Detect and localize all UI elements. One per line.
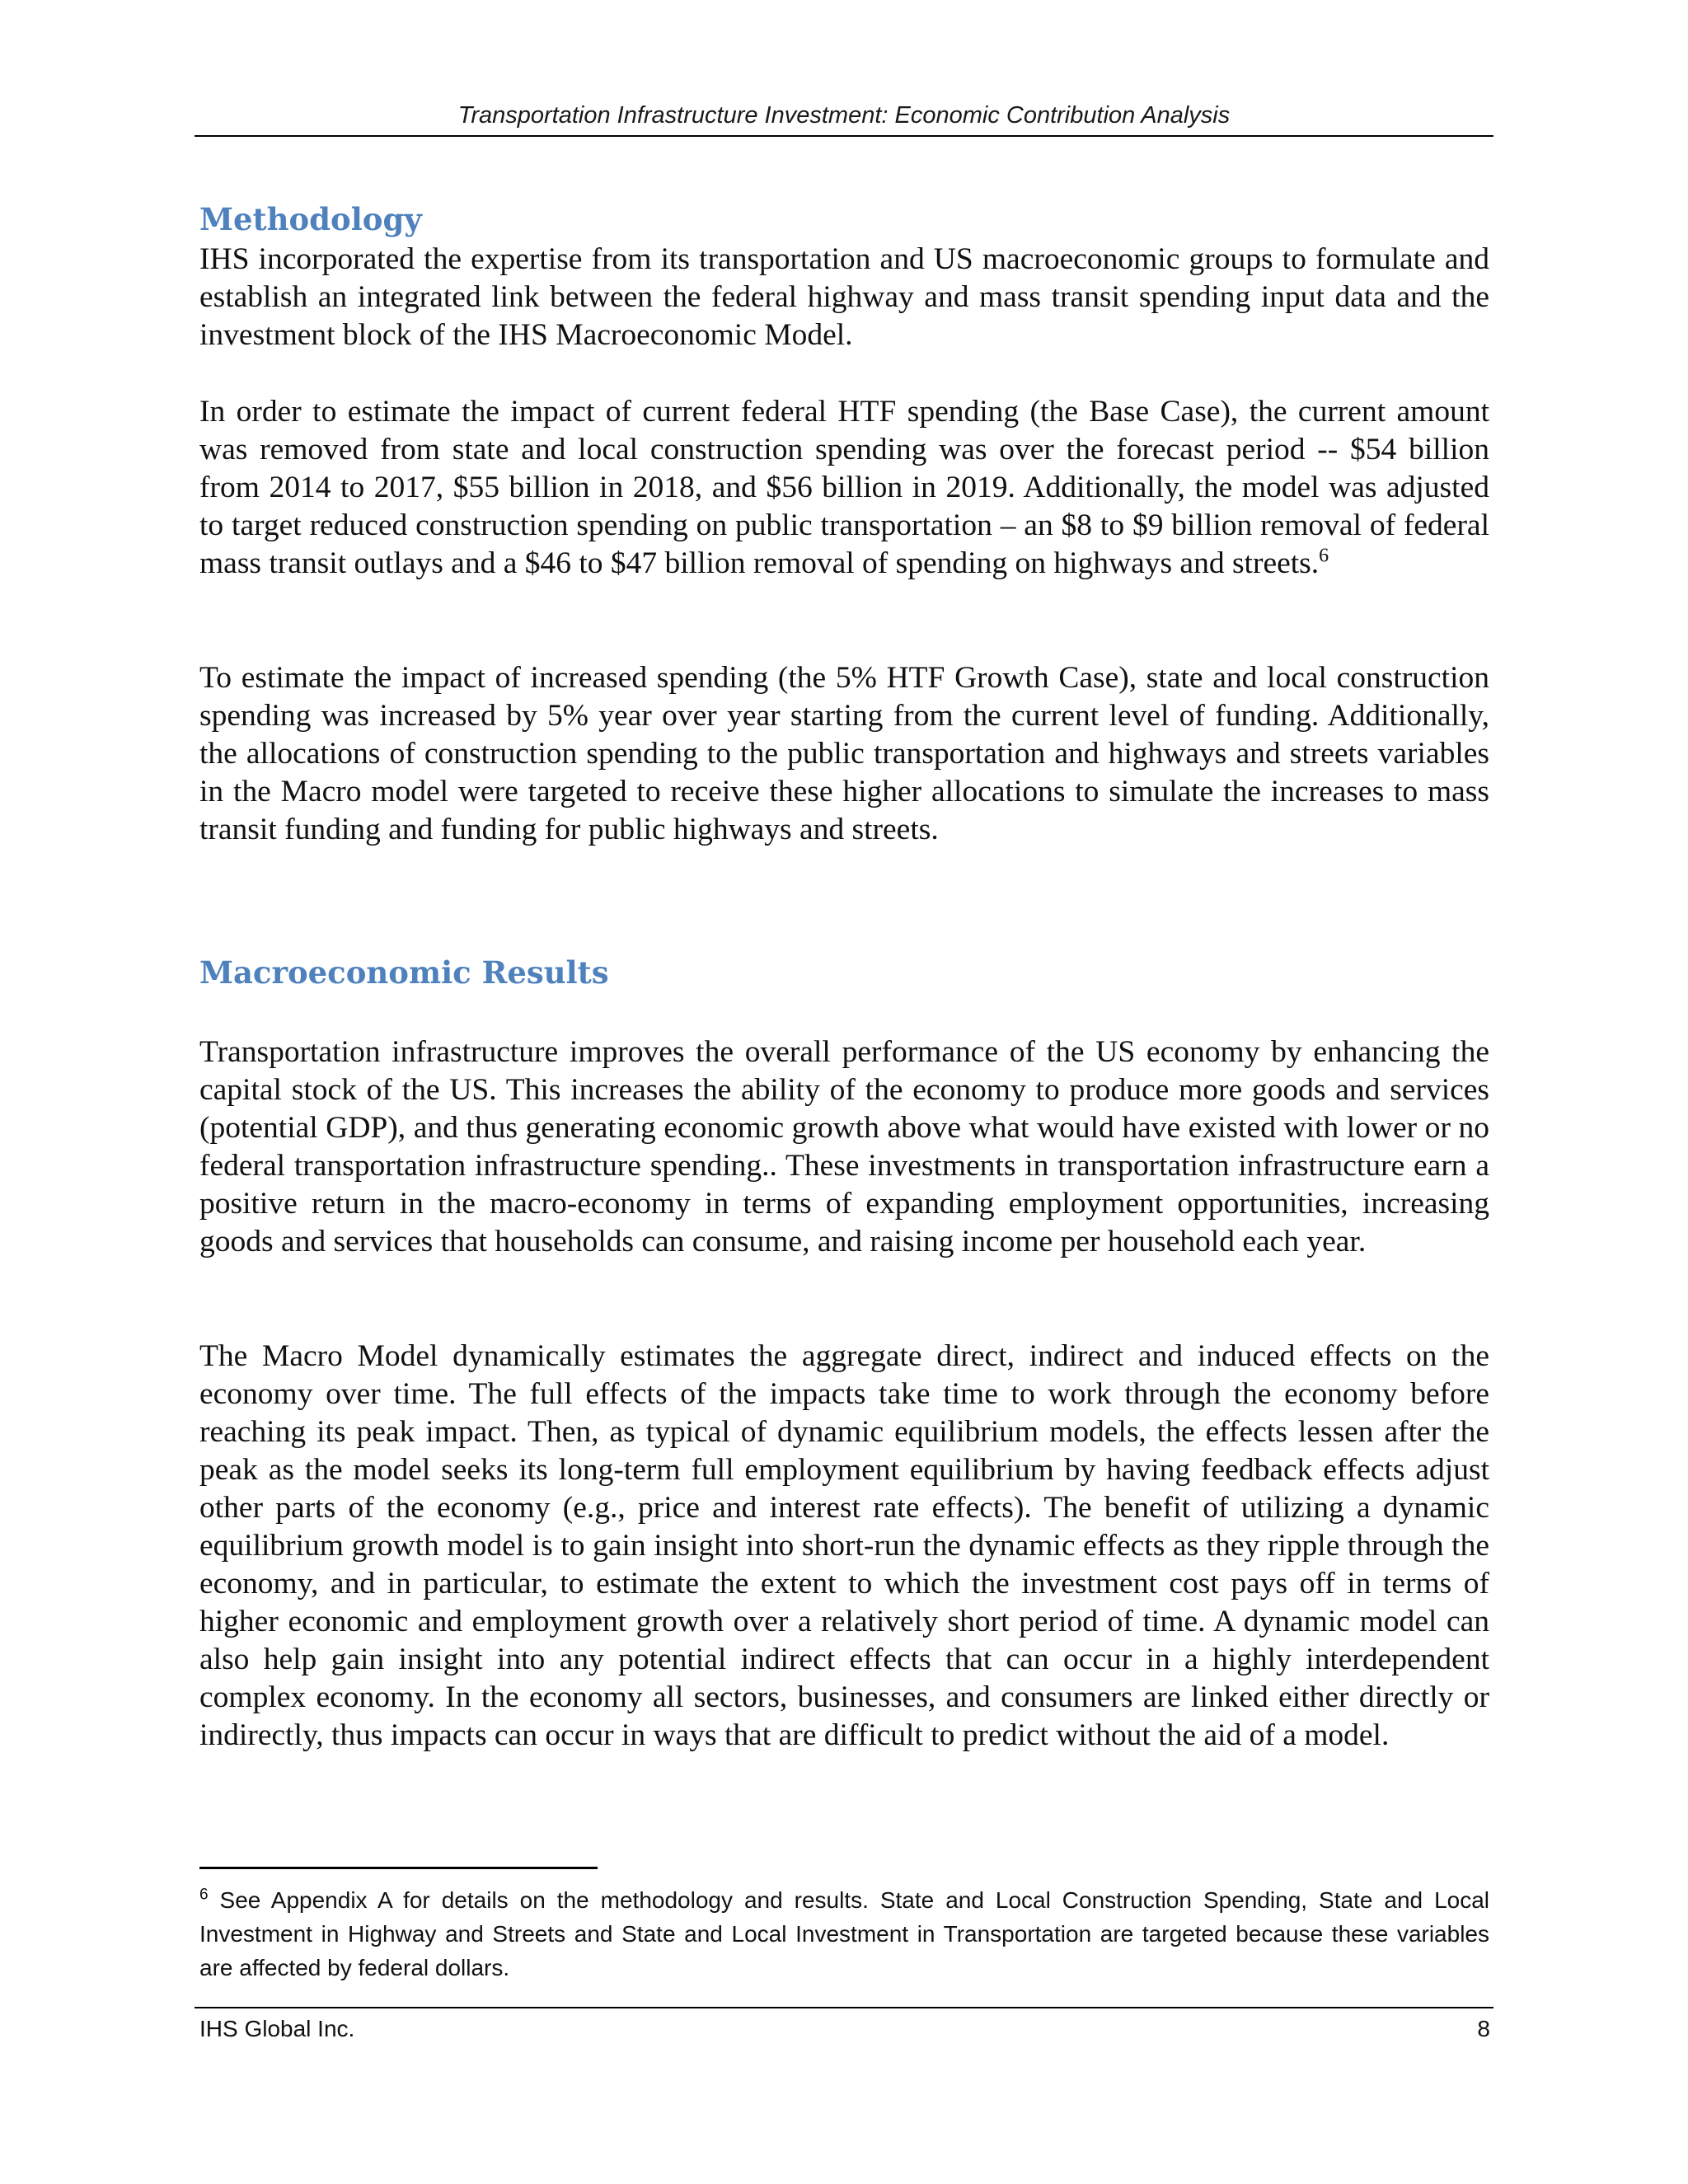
- footer-rule: [195, 2007, 1493, 2008]
- macroeconomic-results-heading: Macroeconomic Results: [199, 954, 609, 991]
- footnote-number: 6: [199, 1886, 209, 1904]
- macro-results-paragraph-1: Transportation infrastructure improves the overall performance of the US economy by enhancing the capital stock of the US. This increases the ability of the economy to produce more goods and services (potential GDP), and thus generating economic growth above what would have existed with lower or no federal transportation infrastructure spending.. These investments in transportation infrastructure earn a positive return in the macro-economy in terms of expanding employment opportunities, increasing goods and services that households can consume, and raising income per household each year.: [199, 1035, 1489, 1258]
- page-number: 8: [1477, 2016, 1490, 2041]
- header-rule: [195, 135, 1493, 137]
- methodology-paragraph-2-text: In order to estimate the impact of current federal HTF spending (the Base Case), the current amount was removed from state and local construction spending was over the forecast period -- $54 billion from 2014 to 2017, $55 billion in 2018, and $56 billion in 2019. Additionally, the model was adjusted to target reduced construction spending on public transportation – an $8 to $9 billion removal of federal mass transit outlays and a $46 to $47 billion removal of spending on highways and streets.: [199, 395, 1489, 580]
- footnote: [199, 1883, 1489, 1985]
- methodology-heading: Methodology: [199, 201, 422, 237]
- footer-publisher: IHS Global Inc.: [199, 2016, 355, 2041]
- footnote-separator: [199, 1867, 598, 1869]
- macro-results-paragraph-2: The Macro Model dynamically estimates the aggregate direct, indirect and induced effects on the economy over time. The full effects of the impacts take time to work through the economy before reaching its peak impact. Then, as typical of dynamic equilibrium models, the effects lessen after the peak as the model seeks its long-term full employment equilibrium by having feedback effects adjust other parts of the economy (e.g., price and interest rate effects). The benefit of utilizing a dynamic equilibrium growth model is to gain insight into short-run the dynamic effects as they ripple through the economy, and in particular, to estimate the extent to which the investment cost pays off in terms of higher economic and employment growth over a relatively short period of time. A dynamic model can also help gain insight into any potential indirect effects that can occur in a highly interdependent complex economy. In the economy all sectors, businesses, and consumers are linked either directly or indirectly, thus impacts can occur in ways that are difficult to predict without the aid of a model.: [199, 1339, 1489, 1752]
- running-header: Transportation Infrastructure Investment: Economic Contribution Analysis: [457, 102, 1231, 129]
- footnote-reference: 6: [1319, 545, 1329, 567]
- methodology-paragraph-2: [199, 393, 1489, 583]
- footnote-text: See Appendix A for details on the methodology and results. State and Local Construction Spending, State and Local Investment in Highway and Streets and State and Local Investment in Transportation are targeted because these variables are affected by federal dollars.: [199, 1887, 1489, 1980]
- methodology-paragraph-3: To estimate the impact of increased spending (the 5% HTF Growth Case), state and local construction spending was increased by 5% year over year starting from the current level of funding. Additionally, the allocations of construction spending to the public transportation and highways and streets variables in the Macro model were targeted to receive these higher allocations to simulate the increases to mass transit funding and funding for public highways and streets.: [199, 661, 1489, 846]
- methodology-paragraph-1: IHS incorporated the expertise from its transportation and US macroeconomic groups to formulate and establish an integrated link between the federal highway and mass transit spending input data and the investment block of the IHS Macroeconomic Model.: [199, 242, 1489, 352]
